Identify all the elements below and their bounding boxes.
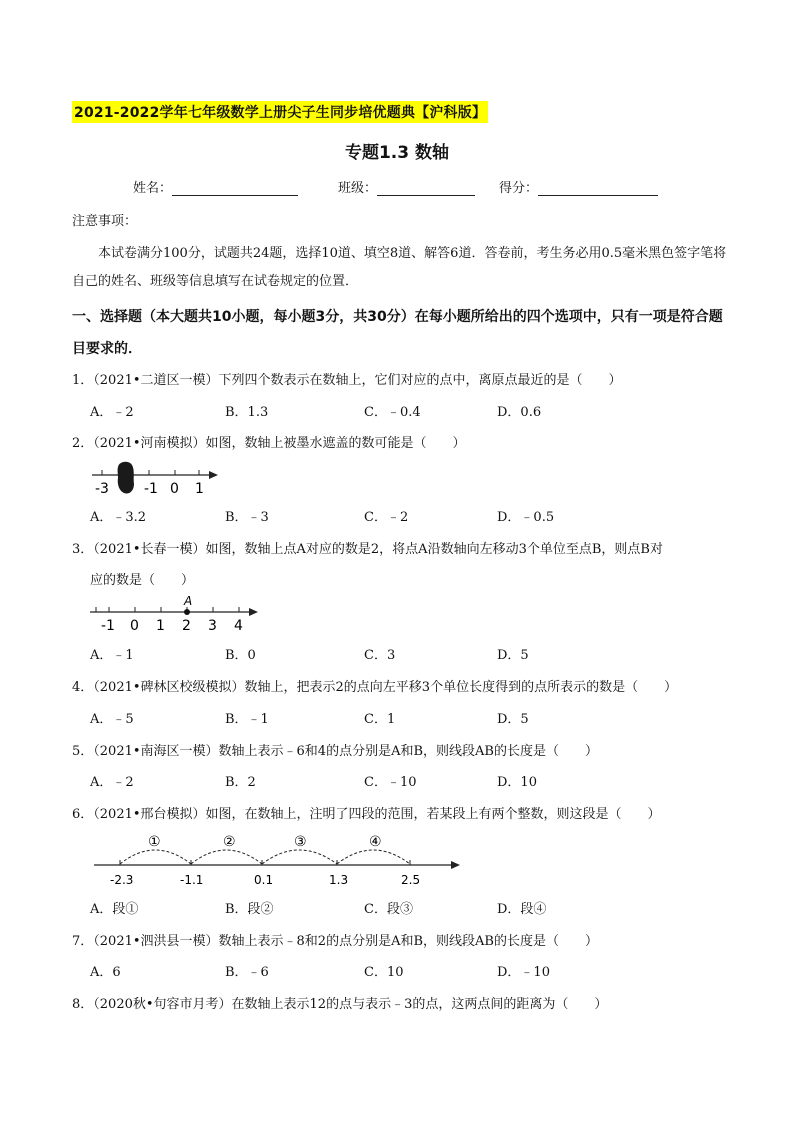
q4-option-c[interactable]: C．1 bbox=[364, 712, 396, 727]
q2-option-c[interactable]: C．﹣2 bbox=[364, 510, 409, 525]
q1-option-d[interactable]: D．0.6 bbox=[497, 405, 542, 420]
class-field bbox=[338, 177, 475, 196]
segment-label: ③ bbox=[294, 834, 307, 850]
question-3-continued: 应的数是（ ） bbox=[90, 573, 195, 588]
q2-number-line-figure bbox=[88, 458, 228, 498]
q6-tick-label: 1.3 bbox=[329, 873, 349, 887]
section-heading: 一、选择题（本大题共10小题，每小题3分，共30分）在每小题所给出的四个选项中，只有一项是符合题目要求的． bbox=[72, 309, 723, 357]
question-1: 1．（2021•二道区一模）下列四个数表示在数轴上，它们对应的点中，离原点最近的是（ ） bbox=[72, 373, 622, 388]
q5-option-b[interactable]: B．2 bbox=[225, 775, 256, 790]
q6-option-c[interactable]: C．段③ bbox=[364, 902, 413, 917]
ink-blot bbox=[118, 462, 134, 494]
q5-option-c[interactable]: C．﹣10 bbox=[364, 775, 417, 790]
segment-label: ④ bbox=[369, 834, 382, 850]
q2-tick-label: 0 bbox=[170, 481, 179, 497]
q1-option-b[interactable]: B．1.3 bbox=[225, 405, 269, 420]
score-blank[interactable] bbox=[538, 181, 658, 196]
question-5: 5．（2021•南海区一模）数轴上表示﹣6和4的点分别是A和B，则线段AB的长度是（ ） bbox=[72, 744, 598, 759]
q2-option-a[interactable]: A．﹣3.2 bbox=[90, 510, 147, 525]
notes-heading: 注意事项： bbox=[72, 214, 138, 229]
q5-option-a[interactable]: A．﹣2 bbox=[90, 775, 134, 790]
score-field bbox=[499, 177, 658, 196]
q3-option-c[interactable]: C．3 bbox=[364, 648, 396, 663]
notes-body: 本试卷满分100分，试题共24题，选择10道、填空8道、解答6道．答卷前，考生务必用0.5毫米黑色签字笔将自己的姓名、班级等信息填写在试卷规定的位置． bbox=[72, 246, 727, 289]
page-title: 专题1.3 数轴 bbox=[344, 143, 450, 163]
q1-option-c[interactable]: C．﹣0.4 bbox=[364, 405, 421, 420]
question-7: 7．（2021•泗洪县一模）数轴上表示﹣8和2的点分别是A和B，则线段AB的长度是（ ） bbox=[72, 934, 598, 949]
q2-option-b[interactable]: B．﹣3 bbox=[225, 510, 269, 525]
q2-tick-label: -1 bbox=[144, 481, 158, 497]
question-6: 6．（2021•邢台模拟）如图，在数轴上，注明了四段的范围，若某段上有两个整数，则这段是（ ） bbox=[72, 807, 661, 822]
q2-tick-label: 1 bbox=[195, 481, 204, 497]
series-header-tag: 2021-2022学年七年级数学上册尖子生同步培优题典【沪科版】 bbox=[72, 101, 488, 123]
question-2: 2．（2021•河南模拟）如图，数轴上被墨水遮盖的数可能是（ ） bbox=[72, 436, 466, 451]
question-8: 8．（2020秋•句容市月考）在数轴上表示12的点与表示﹣3的点，这两点间的距离为（ ） bbox=[72, 997, 608, 1012]
point-a-label: A bbox=[184, 594, 193, 608]
score-label: 得分： bbox=[499, 181, 539, 196]
point-a bbox=[184, 609, 190, 615]
q4-option-d[interactable]: D．5 bbox=[497, 712, 529, 727]
q4-option-a[interactable]: A．﹣5 bbox=[90, 712, 134, 727]
segment-arc bbox=[191, 850, 262, 864]
q6-option-a[interactable]: A．段① bbox=[90, 902, 139, 917]
segment-arc bbox=[337, 850, 410, 864]
q7-option-d[interactable]: D．﹣10 bbox=[497, 965, 550, 980]
q3-tick-label: 1 bbox=[156, 618, 165, 634]
q6-tick-label: -1.1 bbox=[180, 873, 204, 887]
q6-tick-label: 2.5 bbox=[401, 873, 421, 887]
q1-option-a[interactable]: A．﹣2 bbox=[90, 405, 134, 420]
q6-option-d[interactable]: D．段④ bbox=[497, 902, 547, 917]
q5-option-d[interactable]: D．10 bbox=[497, 775, 537, 790]
q2-tick-label: -3 bbox=[95, 481, 109, 497]
q6-option-b[interactable]: B．段② bbox=[225, 902, 274, 917]
segment-label: ① bbox=[148, 834, 161, 850]
q2-option-d[interactable]: D．﹣0.5 bbox=[497, 510, 555, 525]
q3-tick-label: 3 bbox=[208, 618, 217, 634]
q3-option-a[interactable]: A．﹣1 bbox=[90, 648, 134, 663]
q6-tick-label: -2.3 bbox=[110, 873, 134, 887]
q3-tick-label: -1 bbox=[101, 618, 115, 634]
q3-tick-label: 4 bbox=[234, 618, 243, 634]
q3-number-line-figure bbox=[88, 592, 268, 634]
q7-option-b[interactable]: B．﹣6 bbox=[225, 965, 269, 980]
segment-arc bbox=[120, 850, 191, 864]
q6-number-line-figure bbox=[90, 830, 470, 888]
question-3: 3．（2021•长春一模）如图，数轴上点A对应的数是2，将点A沿数轴向左移动3个单位至点B，则点B对 bbox=[72, 542, 663, 557]
q4-option-b[interactable]: B．﹣1 bbox=[225, 712, 269, 727]
name-field bbox=[133, 177, 298, 196]
class-blank[interactable] bbox=[377, 181, 475, 196]
name-blank[interactable] bbox=[172, 181, 298, 196]
segment-arc bbox=[262, 850, 337, 864]
q3-option-b[interactable]: B．0 bbox=[225, 648, 256, 663]
q7-option-a[interactable]: A．6 bbox=[90, 965, 121, 980]
segment-label: ② bbox=[223, 834, 236, 850]
q3-tick-label: 2 bbox=[182, 618, 191, 634]
q3-tick-label: 0 bbox=[130, 618, 139, 634]
q3-option-d[interactable]: D．5 bbox=[497, 648, 529, 663]
name-label: 姓名： bbox=[133, 181, 173, 196]
class-label: 班级： bbox=[338, 181, 378, 196]
q7-option-c[interactable]: C．10 bbox=[364, 965, 404, 980]
question-4: 4．（2021•碑林区校级模拟）数轴上，把表示2的点向左平移3个单位长度得到的点所表示的数是（ ） bbox=[72, 680, 678, 695]
q6-tick-label: 0.1 bbox=[254, 873, 274, 887]
